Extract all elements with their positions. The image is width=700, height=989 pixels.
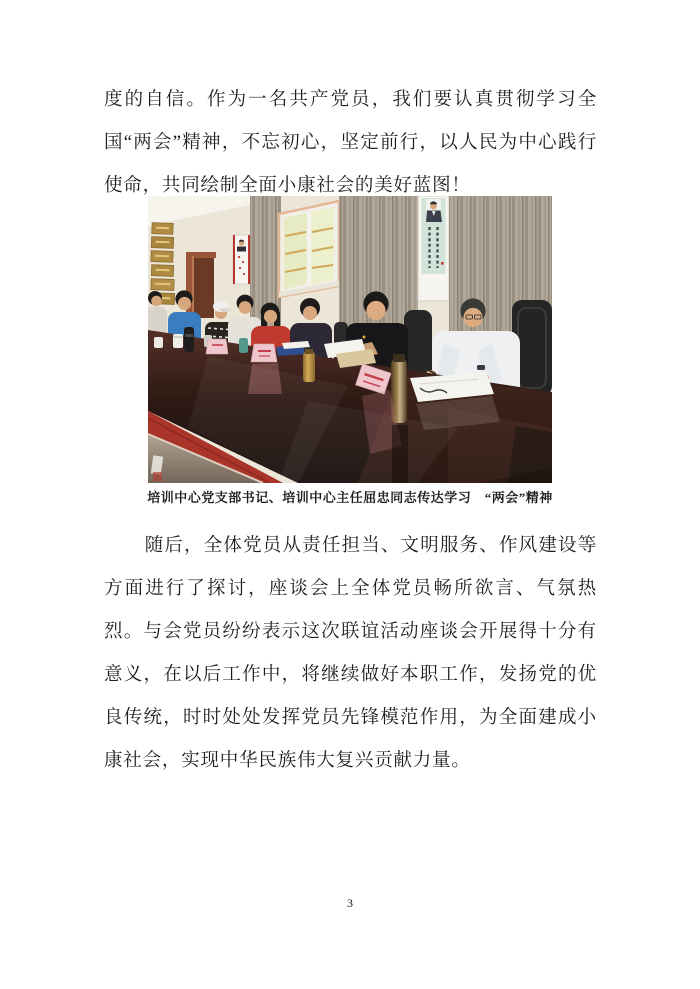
- meeting-photo: [148, 196, 552, 483]
- window: [279, 201, 339, 297]
- paragraph-2: 随后，全体党员从责任担当、文明服务、作风建设等方面进行了探讨，座谈会上全体党员畅所欲言、气氛热烈。与会党员纷纷表示这次联谊活动座谈会开展得十分有意义，在以后工作中，将继续做好本职工作，发扬党的优良传统，时时处处发挥党员先锋模范作用，为全面建成小康社会，实现中华民族伟大复兴贡献力量。: [104, 536, 597, 771]
- small-scroll: [233, 235, 250, 284]
- portrait-scroll: [418, 196, 449, 301]
- photo-caption: 培训中心党支部书记、培训中心主任屈忠同志传达学习 “两会”精神: [147, 490, 553, 505]
- doorway: [186, 252, 216, 318]
- paragraph-1: 度的自信。作为一名共产党员，我们要认真贯彻学习全国“两会”精神，不忘初心，坚定前行，以人民为中心践行使命，共同绘制全面小康社会的美好蓝图！: [104, 90, 597, 196]
- meeting-photo-illustration: [148, 196, 552, 483]
- page-number: 3: [347, 896, 353, 910]
